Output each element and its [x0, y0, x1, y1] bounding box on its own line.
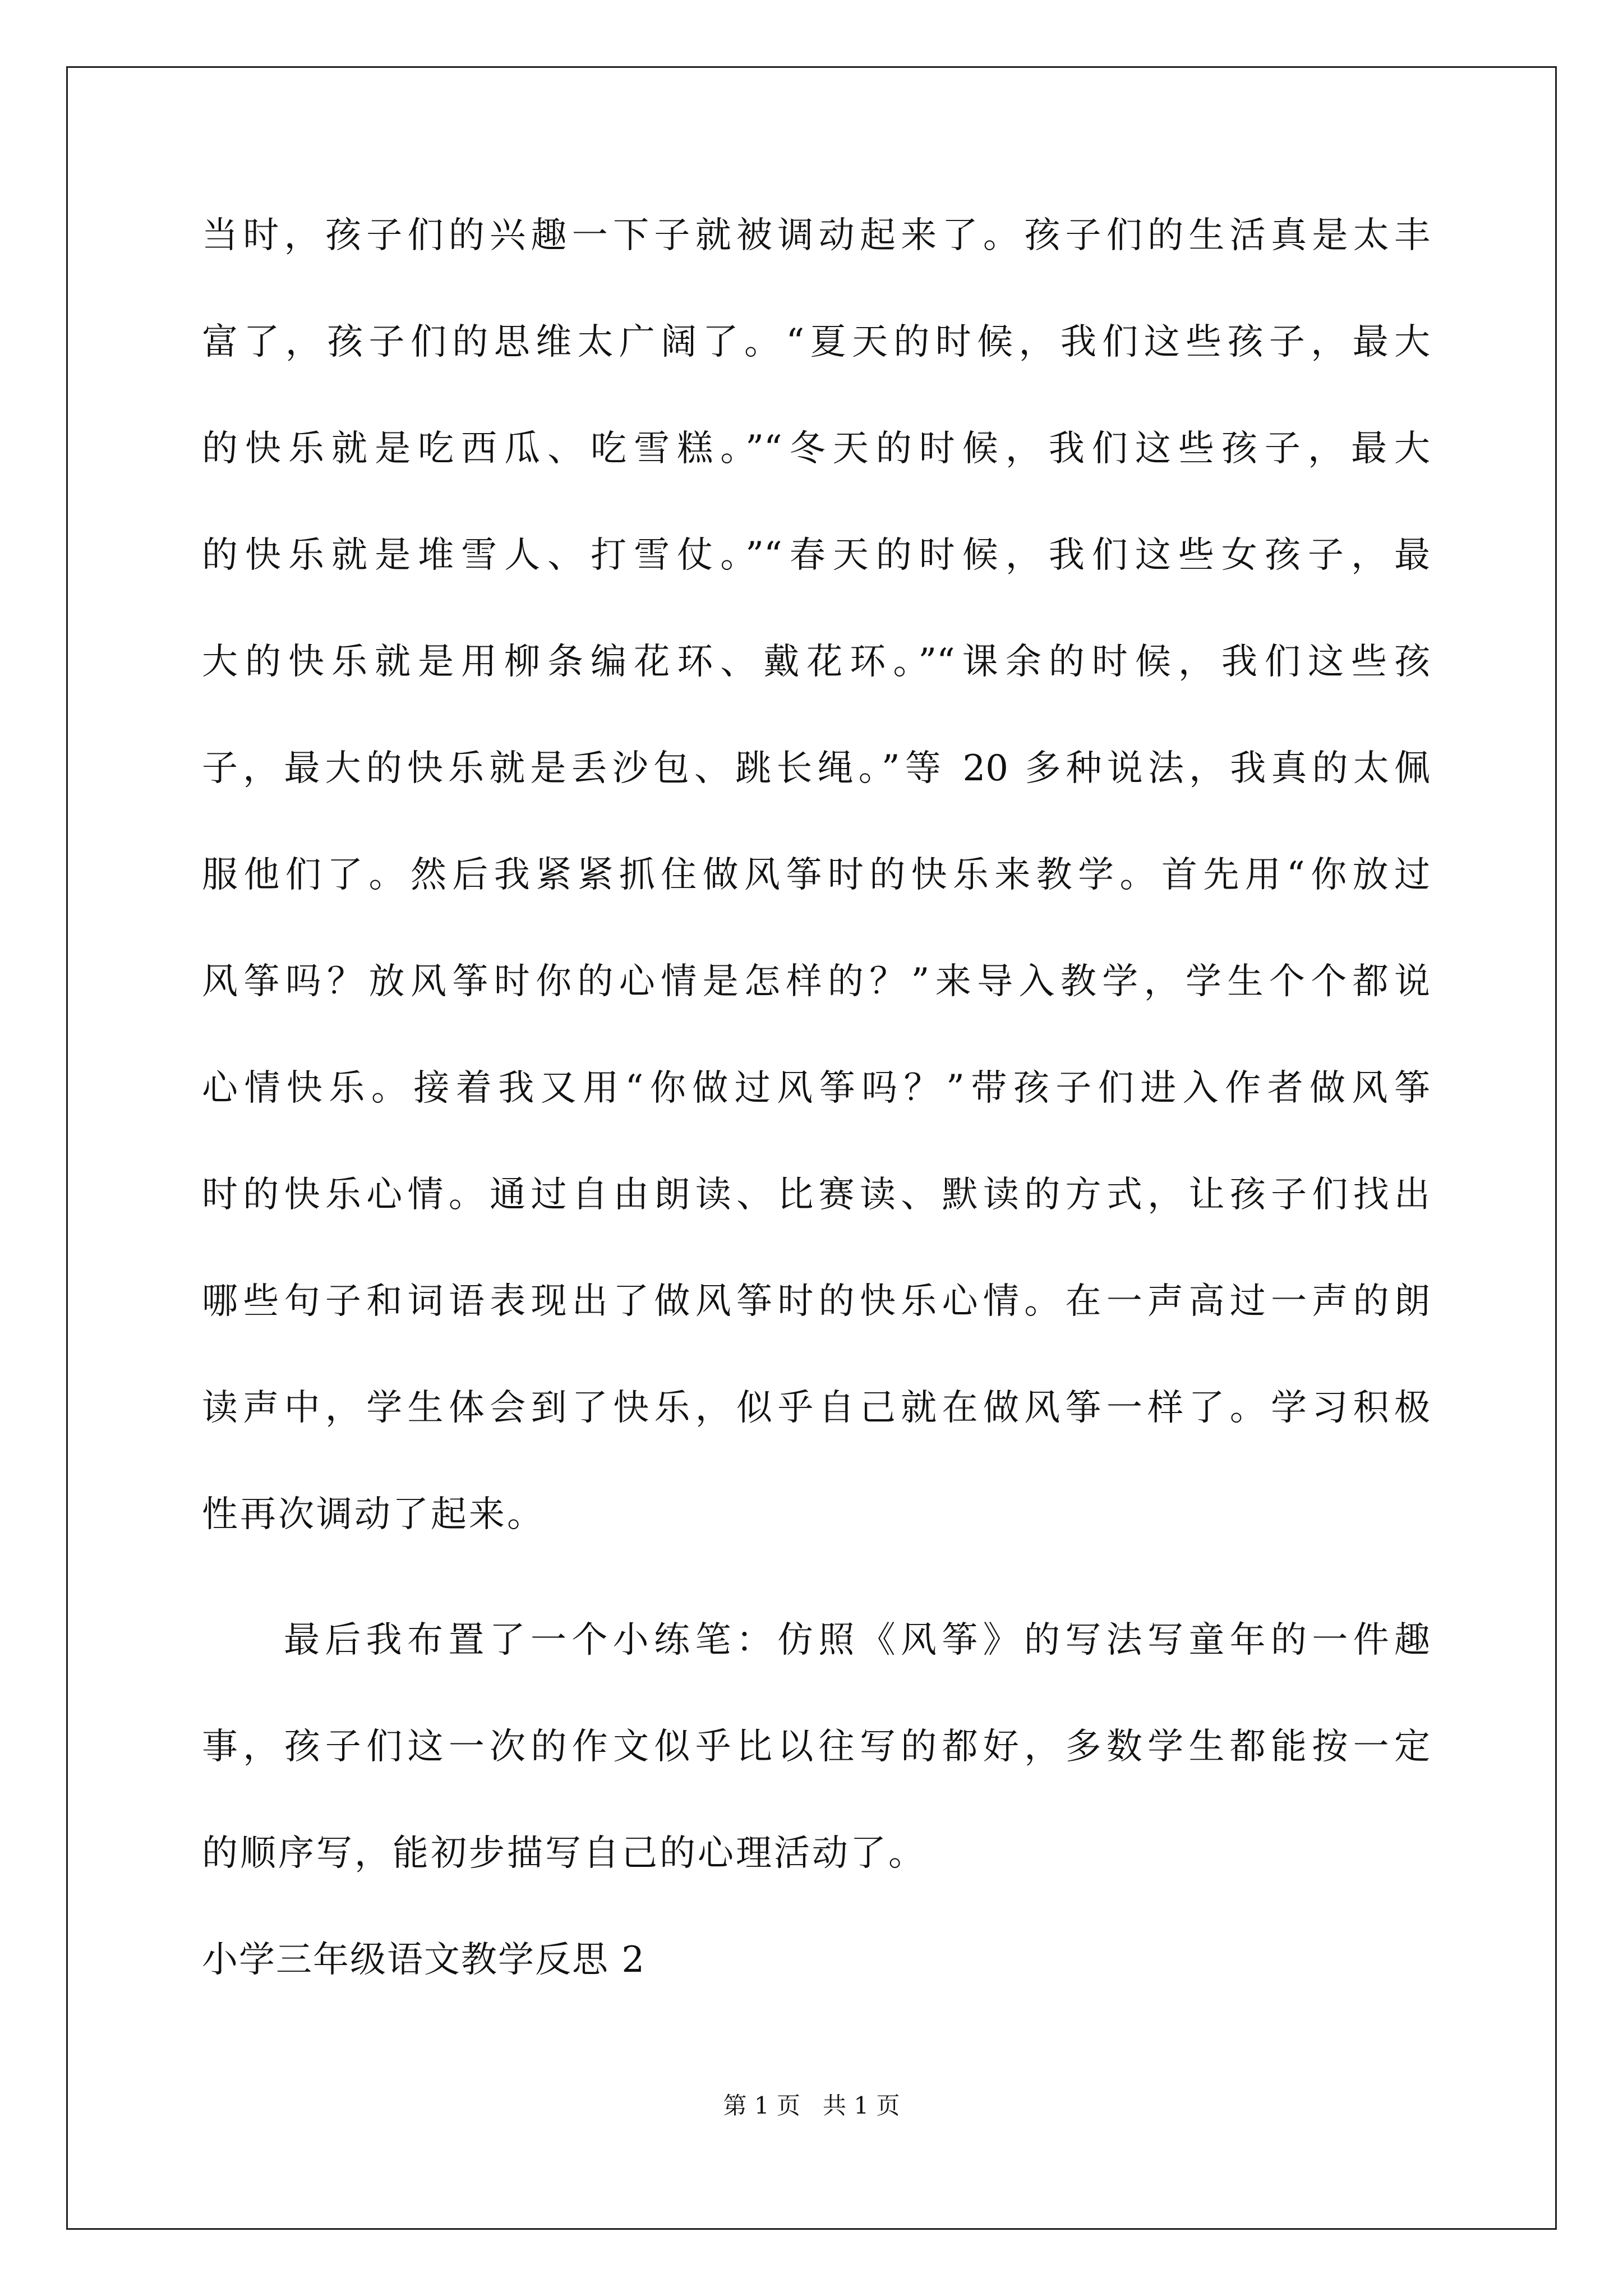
- text-line: 性再次调动了起来。: [202, 1494, 545, 1535]
- text-line: 服他们了。然后我紧紧抓住做风筝时的快乐来教学。首先用“你放过: [202, 854, 1430, 896]
- page-footer: [0, 2094, 1623, 2118]
- section-heading: 小学三年级语文教学反思 2: [202, 1939, 646, 1981]
- document-body: [202, 215, 1430, 2049]
- text-line: 当时，孩子们的兴趣一下子就被调动起来了。孩子们的生活真是太丰: [202, 215, 1430, 256]
- text-line: 哪些句子和词语表现出了做风筝时的快乐心情。在一声高过一声的朗: [202, 1281, 1430, 1322]
- text-line: 的快乐就是吃西瓜、吃雪糕。”“冬天的时候，我们这些孩子，最大: [202, 428, 1430, 470]
- text-line: 子，最大的快乐就是丢沙包、跳长绳。”等 20 多种说法，我真的太佩: [202, 748, 1430, 789]
- text-line: 富了，孩子们的思维太广阔了。“夏天的时候，我们这些孩子，最大: [202, 321, 1430, 363]
- text-line: 最后我布置了一个小练笔：仿照《风筝》的写法写童年的一件趣: [284, 1619, 1430, 1661]
- text-line: 心情快乐。接着我又用“你做过风筝吗？”带孩子们进入作者做风筝: [202, 1068, 1430, 1109]
- text-line: 读声中，学生体会到了快乐，似乎自己就在做风筝一样了。学习积极: [202, 1387, 1430, 1429]
- page-number: 第 1 页 共 1 页: [723, 2092, 900, 2119]
- text-line: 的快乐就是堆雪人、打雪仗。”“春天的时候，我们这些女孩子，最: [202, 535, 1430, 576]
- text-line: 大的快乐就是用柳条编花环、戴花环。”“课余的时候，我们这些孩: [202, 641, 1430, 683]
- text-line: 的顺序写，能初步描写自己的心理活动了。: [202, 1833, 926, 1874]
- text-line: 风筝吗？放风筝时你的心情是怎样的？”来导入教学，学生个个都说: [202, 961, 1430, 1002]
- text-line: 事，孩子们这一次的作文似乎比以往写的都好，多数学生都能按一定: [202, 1726, 1430, 1768]
- text-line: 时的快乐心情。通过自由朗读、比赛读、默读的方式，让孩子们找出: [202, 1174, 1430, 1216]
